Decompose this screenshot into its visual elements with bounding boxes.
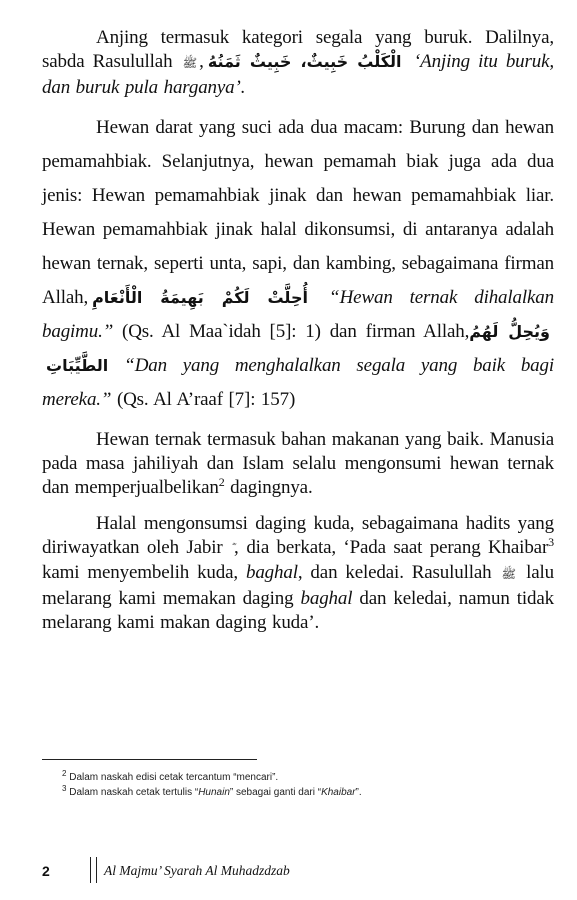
arabic-hadith-text: الْكَلْبُ خَبِيثٌ، خَبِيثٌ ثَمَنُهُ — [207, 52, 402, 72]
para1-comma: , — [199, 51, 204, 73]
para4-t3: kami menyembelih kuda, — [42, 562, 246, 584]
page-body — [42, 26, 554, 635]
salawat-symbol-2: ﷺ — [501, 567, 516, 582]
para2-text: Hewan darat yang suci ada dua macam: Burung dan hewan pemamahbiak. Selanjutnya, hewan pemamah biak juga ada dua jenis: Hewan pemamahbiak jinak dan hewan pemamahbiak liar. Hewan pemamahbiak jinak halal dikonsumsi, di antaranya adalah hewan ternak, seperti unta, sapi, dan kambing, sebagaimana firman Allah, — [42, 116, 554, 308]
footnote-ref-3: 3 — [548, 535, 554, 550]
paragraph-livestock — [42, 428, 554, 501]
footnote-3-number: 3 — [62, 784, 67, 793]
para4-t1: Halal mengonsumsi daging kuda, sebagaimana hadits yang diriwayatkan oleh Jabir — [42, 512, 554, 559]
footnote-3-mid: ” sebagai ganti dari “ — [229, 787, 322, 798]
para4-t4: , dan keledai. Rasulullah — [297, 562, 492, 584]
baghal-term-1: baghal — [245, 562, 298, 584]
footnote-2-text: Dalam naskah edisi cetak tercantum “mencari”. — [69, 772, 279, 783]
para3-end: dagingnya. — [230, 477, 313, 499]
para3-text: Hewan ternak termasuk bahan makanan yang baik. Manusia pada masa jahiliyah dan Islam selalu mengonsumi hewan ternak dan memperjualbelikan — [42, 428, 554, 499]
para4-t2: , dia berkata, ‘Pada saat perang Khaibar — [234, 537, 549, 559]
verse-reference-araaf: (Qs. Al A’raaf [7]: 157) — [116, 388, 296, 410]
hadith-translation: ‘Anjing itu buruk, dan buruk pula harganya’. — [42, 51, 555, 98]
para1-line1: Anjing termasuk kategori segala yang buruk. — [96, 27, 473, 48]
footer-separator — [90, 857, 97, 883]
paragraph-horse-meat — [42, 512, 554, 635]
paragraph-land-animals — [42, 111, 554, 417]
salawat-symbol: ﷺ — [182, 56, 198, 71]
footnote-2-number: 2 — [62, 769, 67, 778]
verse-translation-araaf: “Dan yang menghalalkan segala yang baik bagi mereka.” — [42, 354, 554, 410]
footnote-2 — [62, 771, 542, 784]
para1-pre: Dalilnya, sabda Rasulullah — [42, 27, 554, 73]
arabic-verse-araaf: وَيُحِلُّ لَهُمُ الطَّيِّبَاتِ — [46, 321, 550, 375]
footnote-ref-2: 2 — [218, 475, 225, 490]
footnote-3 — [62, 786, 542, 799]
para4-t6: dan keledai, namun tidak melarang kami makan daging kuda’. — [42, 587, 554, 633]
baghal-term-2: baghal — [300, 587, 353, 609]
paragraph-dog-hadith — [42, 26, 554, 100]
verse-reference-maidah: (Qs. Al Maa`idah [5]: 1) dan firman Allah, — [122, 320, 470, 342]
footnote-3-end: ”. — [355, 787, 362, 798]
page-number: 2 — [42, 863, 50, 879]
page-footer — [42, 863, 290, 881]
footnote-divider — [42, 759, 257, 760]
footnote-3-word-hunain: Hunain — [198, 787, 230, 798]
footnote-3-word-khaibar: Khaibar — [321, 787, 356, 798]
book-title: Al Majmu’ Syarah Al Muhadzdzab — [104, 863, 290, 878]
footnote-3-pre: Dalam naskah cetak tertulis “ — [69, 787, 199, 798]
arabic-verse-maidah: أُحِلَّتْ لَكُمْ بَهِيمَةُ الْأَنْعَامِ — [92, 287, 308, 307]
para4-t5: lalu melarang kami memakan daging — [42, 562, 555, 609]
verse-translation-maidah: “Hewan ternak dihalalkan bagimu.” — [42, 286, 554, 342]
